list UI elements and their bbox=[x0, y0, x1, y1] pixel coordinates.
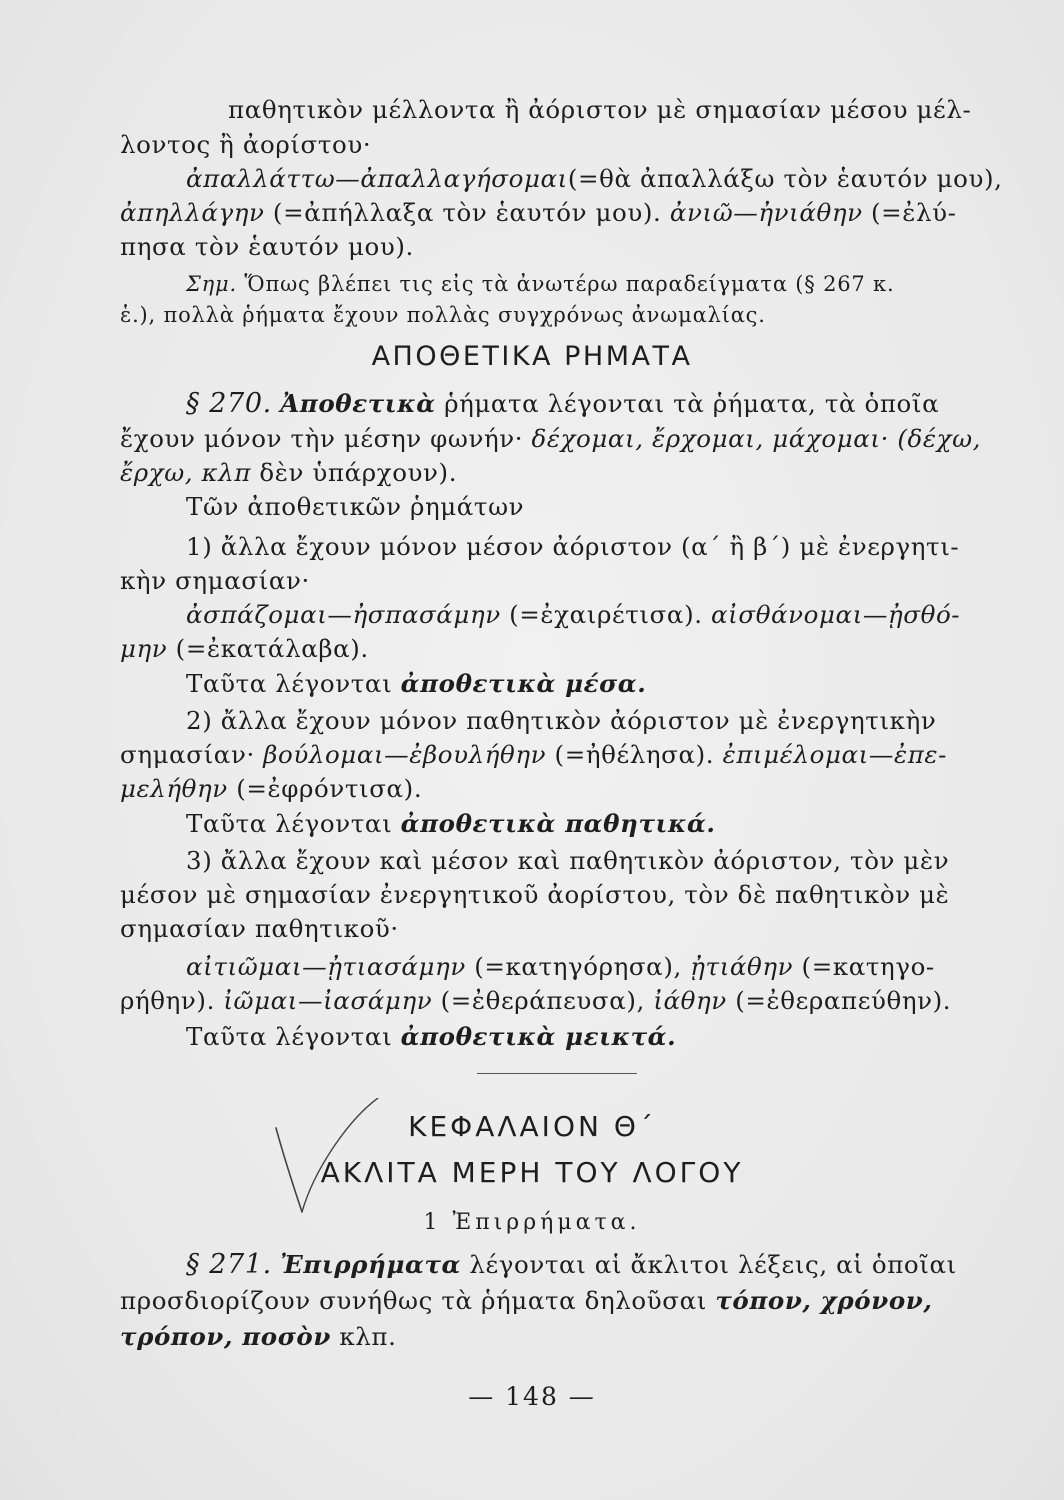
verb-example: ἀνιῶ—ἠνιάθην bbox=[669, 198, 863, 227]
text: λέγονται αἱ ἄκλιτοι λέξεις, αἱ ὁποῖαι bbox=[461, 1250, 957, 1279]
verb-example: ἔρχω, κλπ bbox=[120, 458, 252, 487]
gloss: (=κατηγόρησα), bbox=[465, 952, 691, 981]
text: σημασίαν· bbox=[120, 740, 255, 769]
gloss: (=ἀπήλλαξα τὸν ἑαυτόν μου). bbox=[264, 198, 670, 227]
verb-example: ἀπαλλάττω—ἀπαλλαγήσομαι bbox=[186, 164, 568, 193]
verb-example: ἰῶμαι—ἰασάμην bbox=[223, 986, 433, 1015]
verb-example: ἰάθην bbox=[653, 986, 727, 1015]
verb-example: αἰτιῶμαι—ᾐτιασάμην bbox=[186, 952, 466, 981]
note-text: Ὅπως βλέπει τις εἰς τὰ ἀνωτέρω παραδείγματα (§ 267 κ. bbox=[236, 272, 895, 296]
paragraph-line: μέσον μὲ σημασίαν ἐνεργητικοῦ ἀορίστου, τὸν δὲ παθητικὸν μὲ bbox=[120, 880, 950, 909]
verb-example: μελήθην bbox=[120, 774, 228, 803]
note-line bbox=[186, 267, 894, 301]
text: προσδιορίζουν συνήθως τὰ ῥήματα δηλοῦσαι bbox=[120, 1286, 716, 1315]
gloss: (=ἐχαιρέτισα). bbox=[500, 600, 712, 629]
text: Ταῦτα λέγονται bbox=[186, 809, 401, 838]
paragraph-line bbox=[186, 807, 716, 841]
page-number: — 148 — bbox=[468, 1382, 596, 1411]
paragraph-line bbox=[120, 738, 947, 772]
text-line bbox=[120, 196, 957, 230]
note-line: ἑ.), πολλὰ ῥήματα ἔχουν πολλὰς συγχρόνως ἀνωμαλίας. bbox=[120, 303, 766, 327]
gloss: (=ἐθεράπευσα), bbox=[432, 986, 654, 1015]
paragraph-line: σημασίαν παθητικοῦ· bbox=[120, 914, 399, 943]
term: τρόπον, ποσὸν bbox=[120, 1322, 331, 1351]
gloss: (=κατηγο- bbox=[793, 952, 935, 981]
verb-example: μην bbox=[120, 634, 168, 663]
term: ἀποθετικὰ μεικτά. bbox=[400, 1022, 677, 1051]
paragraph-line bbox=[186, 1020, 676, 1054]
paragraph-line bbox=[120, 422, 981, 456]
chapter-title: ΚΕΦΑΛΑΙΟΝ Θ΄ bbox=[408, 1110, 656, 1143]
paragraph-line: 2) ἄλλα ἔχουν μόνον παθητικὸν ἀόριστον μὲ ἐνεργητικὴν bbox=[186, 706, 937, 735]
paragraph-line bbox=[120, 772, 422, 806]
text: δὲν ὑπάρχουν). bbox=[251, 458, 458, 487]
paragraph-line bbox=[120, 1320, 396, 1354]
paragraph-line bbox=[120, 984, 951, 1018]
subsection-title: 1 Ἐπιρρήματα. bbox=[423, 1210, 641, 1235]
text-line bbox=[186, 162, 1003, 196]
paragraph-line bbox=[186, 667, 646, 701]
paragraph-line bbox=[120, 632, 369, 666]
text: Ταῦτα λέγονται bbox=[186, 669, 401, 698]
paragraph-line: 3) ἄλλα ἔχουν καὶ μέσον καὶ παθητικὸν ἀόριστον, τὸν μὲν bbox=[186, 846, 950, 875]
text: ρήθην). bbox=[120, 986, 224, 1015]
section-divider bbox=[477, 1073, 637, 1074]
verb-example: ἀπηλλάγην bbox=[120, 198, 265, 227]
gloss: (=θὰ ἀπαλλάξω τὸν ἑαυτόν μου), bbox=[567, 164, 1003, 193]
paragraph-line bbox=[186, 1248, 957, 1282]
term: τόπον, χρόνον, bbox=[715, 1286, 933, 1315]
verb-example: ἐπιμέλομαι—ἐπε- bbox=[722, 740, 948, 769]
verb-example: ἀσπάζομαι—ἠσπασάμην bbox=[186, 600, 501, 629]
section-number: § 271. bbox=[186, 1249, 272, 1280]
verb-example: βούλομαι—ἐβουλήθην bbox=[254, 740, 547, 769]
text-line: λοντος ἢ ἀορίστου· bbox=[120, 130, 372, 159]
paragraph-line: Τῶν ἀποθετικῶν ῥημάτων bbox=[186, 492, 525, 521]
section-heading: ΑΠΟΘΕΤΙΚΑ ΡΗΜΑΤΑ bbox=[371, 341, 693, 372]
paragraph-line bbox=[120, 456, 457, 490]
verb-example: αἰσθάνομαι—ᾐσθό- bbox=[711, 600, 961, 629]
verb-example: δέχομαι, ἔρχομαι, μάχομαι· (δέχω, bbox=[523, 424, 982, 453]
paragraph-line: 1) ἄλλα ἔχουν μόνον μέσον ἀόριστον (α΄ ἢ β΄) μὲ ἐνεργητι- bbox=[186, 532, 960, 561]
paragraph-line bbox=[120, 1284, 933, 1318]
gloss: (=ἐκατάλαβα). bbox=[167, 634, 369, 663]
chapter-subtitle: ΑΚΛΙΤΑ ΜΕΡΗ ΤΟΥ ΛΟΓΟΥ bbox=[320, 1156, 744, 1189]
text: Ταῦτα λέγονται bbox=[186, 1022, 401, 1051]
paragraph-line bbox=[186, 387, 939, 421]
gloss: (=ἐθεραπεύθην). bbox=[726, 986, 952, 1015]
term: ἀποθετικὰ παθητικά. bbox=[400, 809, 716, 838]
gloss: (=ἐφρόντισα). bbox=[227, 774, 423, 803]
gloss: (=ἠθέλησα). bbox=[546, 740, 723, 769]
note-label: Σημ. bbox=[186, 272, 237, 296]
verb-example: ᾐτιάθην bbox=[690, 952, 794, 981]
text: κλπ. bbox=[330, 1322, 397, 1351]
term: ἀποθετικὰ μέσα. bbox=[400, 669, 647, 698]
text-line: παθητικὸν μέλλοντα ἢ ἀόριστον μὲ σημασίαν μέσου μέλ- bbox=[228, 95, 972, 124]
section-number: § 270. bbox=[186, 388, 272, 419]
gloss: (=ἐλύ- bbox=[862, 198, 957, 227]
text: ῥήματα λέγονται τὰ ῥήματα, τὰ ὁποῖα bbox=[435, 389, 940, 418]
paragraph-line bbox=[186, 598, 960, 632]
text-line: πησα τὸν ἑαυτόν μου). bbox=[120, 232, 414, 261]
paragraph-line: κὴν σημασίαν· bbox=[120, 566, 310, 595]
term: Ἀποθετικὰ bbox=[280, 389, 436, 418]
paragraph-line bbox=[186, 950, 935, 984]
term: Ἐπιρρήματα bbox=[280, 1250, 461, 1279]
text: ἔχουν μόνον τὴν μέσην φωνήν· bbox=[120, 424, 524, 453]
